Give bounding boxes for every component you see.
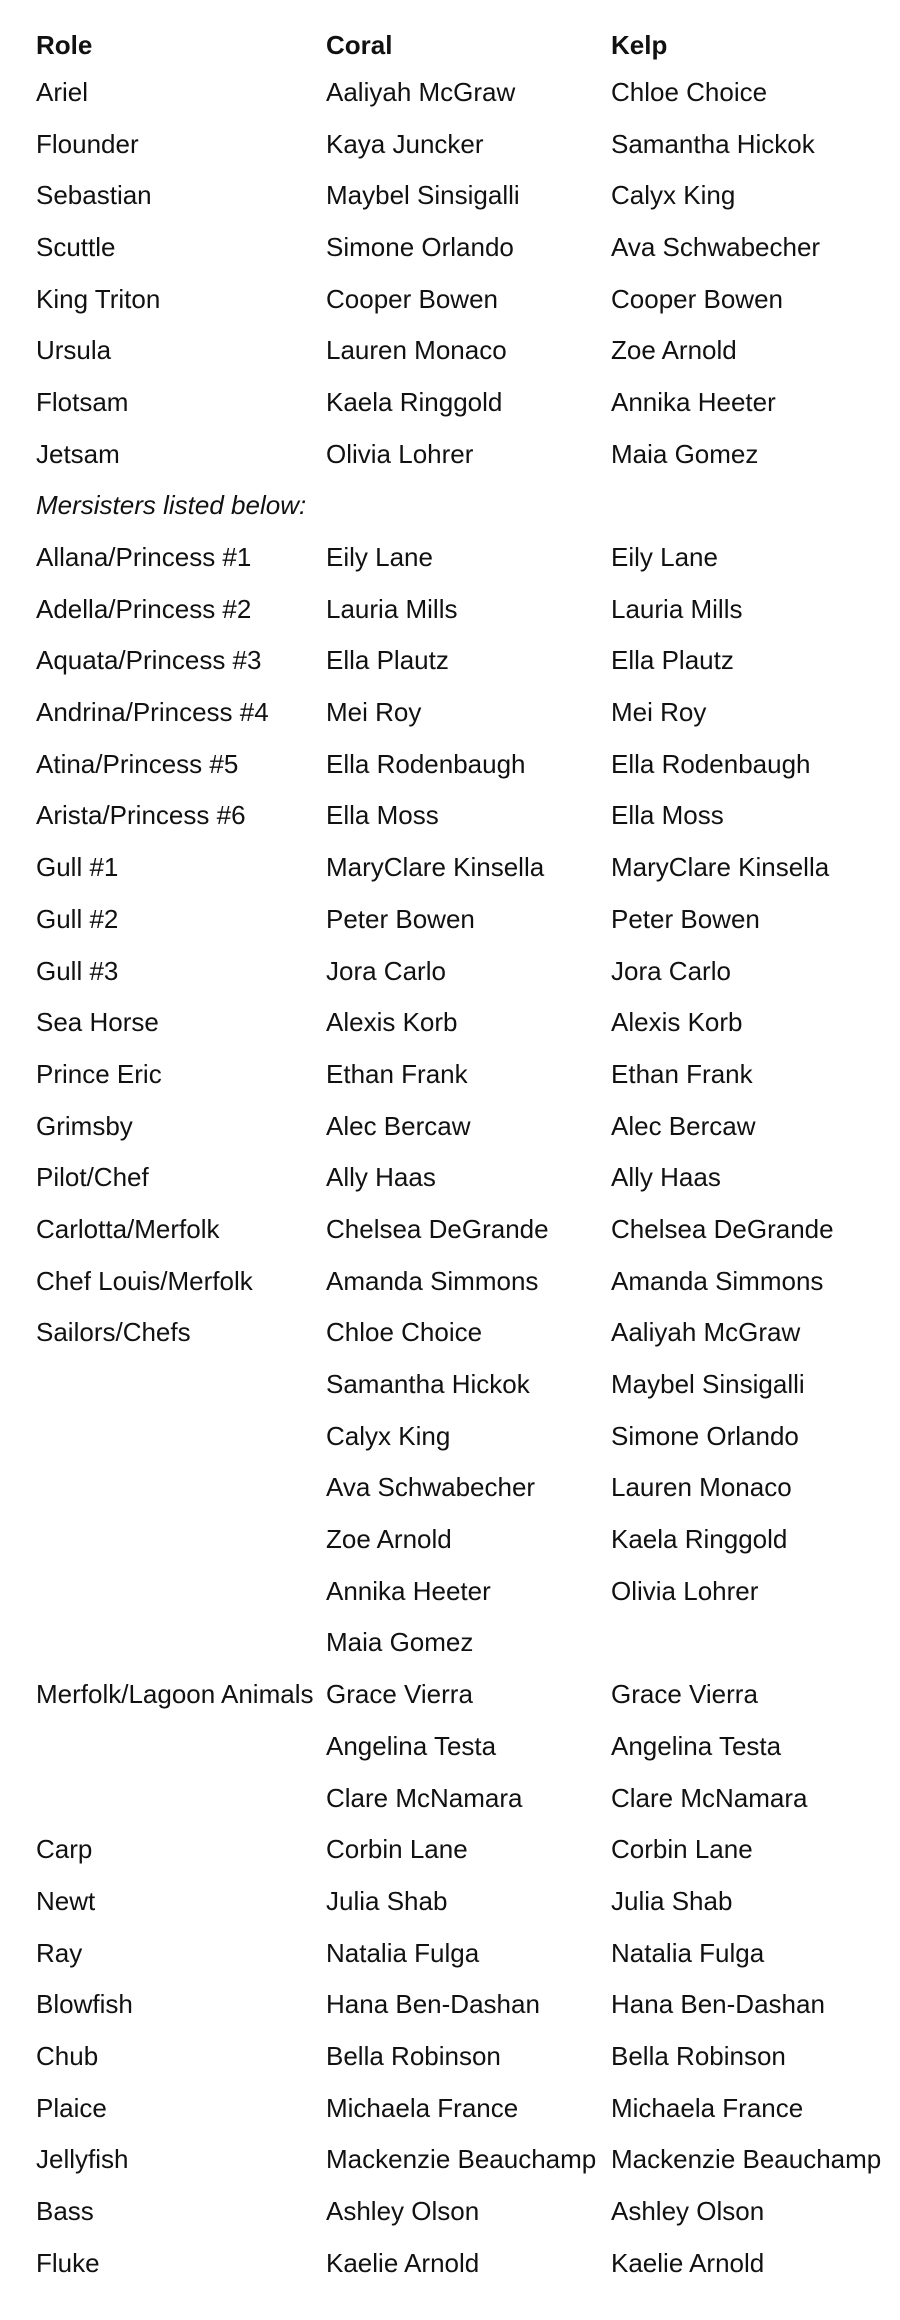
kelp-cell: Jora Carlo bbox=[611, 955, 731, 986]
table-row bbox=[36, 1255, 891, 1307]
coral-cell: Grace Vierra bbox=[326, 1679, 473, 1710]
table-row bbox=[36, 996, 891, 1048]
table-row bbox=[36, 583, 891, 635]
role-cell: Fluke bbox=[36, 2247, 100, 2278]
table-row bbox=[36, 1668, 891, 1720]
kelp-cell: Natalia Fulga bbox=[611, 1937, 765, 1968]
coral-cell: Clare McNamara bbox=[326, 1782, 523, 1813]
table-row bbox=[36, 1927, 891, 1979]
coral-cell: Calyx King bbox=[326, 1420, 451, 1451]
kelp-cell: Ella Moss bbox=[611, 800, 724, 831]
role-cell: Sebastian bbox=[36, 180, 152, 211]
coral-cell: Mei Roy bbox=[326, 697, 422, 728]
coral-cell: Eily Lane bbox=[326, 542, 433, 573]
kelp-cell: Grace Vierra bbox=[611, 1679, 758, 1710]
coral-cell: Hana Ben-Dashan bbox=[326, 1989, 540, 2020]
coral-cell: Ella Rodenbaugh bbox=[326, 748, 526, 779]
table-row bbox=[36, 1513, 891, 1565]
coral-cell: Samantha Hickok bbox=[326, 1369, 530, 1400]
table-row bbox=[36, 2237, 891, 2289]
kelp-cell: Ava Schwabecher bbox=[611, 231, 821, 262]
coral-cell: Ava Schwabecher bbox=[326, 1472, 536, 1503]
kelp-cell: Alec Bercaw bbox=[611, 1110, 756, 1141]
table-row bbox=[36, 841, 891, 893]
kelp-cell: Ashley Olson bbox=[611, 2196, 765, 2227]
kelp-cell: Amanda Simmons bbox=[611, 1265, 824, 1296]
kelp-cell: Chelsea DeGrande bbox=[611, 1213, 834, 1244]
kelp-cell: Ally Haas bbox=[611, 1162, 721, 1193]
role-cell: Chub bbox=[36, 2040, 99, 2071]
role-cell: Gull #3 bbox=[36, 955, 119, 986]
role-cell: Aquata/Princess #3 bbox=[36, 645, 262, 676]
table-row bbox=[36, 273, 891, 325]
coral-cell: Jora Carlo bbox=[326, 955, 446, 986]
role-cell: Mersisters listed below: bbox=[36, 490, 307, 521]
role-cell: Ray bbox=[36, 1937, 83, 1968]
kelp-cell: Chloe Choice bbox=[611, 76, 768, 107]
coral-cell: Kaelie Arnold bbox=[326, 2247, 480, 2278]
role-cell: Arista/Princess #6 bbox=[36, 800, 246, 831]
kelp-cell: Kaela Ringgold bbox=[611, 1524, 788, 1555]
table-row bbox=[36, 2082, 891, 2134]
table-row bbox=[36, 1720, 891, 1772]
kelp-cell: Ella Plautz bbox=[611, 645, 734, 676]
coral-cell: Corbin Lane bbox=[326, 1834, 468, 1865]
role-cell: Newt bbox=[36, 1885, 96, 1916]
role-cell: Merfolk/Lagoon Animals bbox=[36, 1679, 314, 1710]
role-cell: Gull #2 bbox=[36, 903, 119, 934]
role-cell: Plaice bbox=[36, 2092, 107, 2123]
kelp-cell: Alexis Korb bbox=[611, 1007, 743, 1038]
coral-cell: MaryClare Kinsella bbox=[326, 852, 545, 883]
kelp-cell: Eily Lane bbox=[611, 542, 718, 573]
role-cell: Carp bbox=[36, 1834, 93, 1865]
coral-cell: Amanda Simmons bbox=[326, 1265, 539, 1296]
role-cell: Gull #1 bbox=[36, 852, 119, 883]
role-cell: Carlotta/Merfolk bbox=[36, 1213, 220, 1244]
table-row bbox=[36, 531, 891, 583]
coral-cell: Zoe Arnold bbox=[326, 1524, 452, 1555]
coral-cell: Cooper Bowen bbox=[326, 283, 498, 314]
table-row bbox=[36, 1151, 891, 1203]
coral-cell: Natalia Fulga bbox=[326, 1937, 480, 1968]
section-note-row bbox=[36, 480, 891, 532]
table-row bbox=[36, 66, 891, 118]
coral-cell: Ella Plautz bbox=[326, 645, 449, 676]
table-row bbox=[36, 169, 891, 221]
kelp-cell: Lauren Monaco bbox=[611, 1472, 792, 1503]
kelp-cell: Hana Ben-Dashan bbox=[611, 1989, 825, 2020]
role-cell: Adella/Princess #2 bbox=[36, 593, 252, 624]
role-cell: Sea Horse bbox=[36, 1007, 159, 1038]
table-row bbox=[36, 1307, 891, 1359]
kelp-cell: Corbin Lane bbox=[611, 1834, 753, 1865]
role-cell: Atina/Princess #5 bbox=[36, 748, 239, 779]
coral-cell: Michaela France bbox=[326, 2092, 519, 2123]
table-row bbox=[36, 1772, 891, 1824]
kelp-cell: Samantha Hickok bbox=[611, 128, 815, 159]
table-row bbox=[36, 376, 891, 428]
coral-cell: Mackenzie Beauchamp bbox=[326, 2144, 597, 2175]
kelp-cell: Calyx King bbox=[611, 180, 736, 211]
kelp-cell: Annika Heeter bbox=[611, 386, 776, 417]
kelp-cell: Olivia Lohrer bbox=[611, 1575, 759, 1606]
table-row bbox=[36, 1100, 891, 1152]
coral-cell: Annika Heeter bbox=[326, 1575, 491, 1606]
coral-cell: Maybel Sinsigalli bbox=[326, 180, 520, 211]
role-cell: Flounder bbox=[36, 128, 139, 159]
coral-cell: Bella Robinson bbox=[326, 2040, 501, 2071]
table-row bbox=[36, 790, 891, 842]
coral-cell: Chelsea DeGrande bbox=[326, 1213, 549, 1244]
kelp-cell: Mackenzie Beauchamp bbox=[611, 2144, 882, 2175]
coral-cell: Alec Bercaw bbox=[326, 1110, 471, 1141]
column-header-kelp: Kelp bbox=[611, 30, 668, 60]
coral-cell: Alexis Korb bbox=[326, 1007, 458, 1038]
table-row bbox=[36, 738, 891, 790]
role-cell: Chef Louis/Merfolk bbox=[36, 1265, 253, 1296]
table-header-row bbox=[36, 24, 891, 66]
table-row bbox=[36, 945, 891, 997]
role-cell: Blowfish bbox=[36, 1989, 133, 2020]
coral-cell: Ally Haas bbox=[326, 1162, 436, 1193]
kelp-cell: Maia Gomez bbox=[611, 438, 759, 469]
coral-cell: Maia Gomez bbox=[326, 1627, 474, 1658]
role-cell: Bass bbox=[36, 2196, 94, 2227]
kelp-cell: Ella Rodenbaugh bbox=[611, 748, 811, 779]
coral-cell: Julia Shab bbox=[326, 1885, 448, 1916]
kelp-cell: Michaela France bbox=[611, 2092, 804, 2123]
table-row bbox=[36, 1048, 891, 1100]
table-row bbox=[36, 2185, 891, 2237]
kelp-cell: Kaelie Arnold bbox=[611, 2247, 765, 2278]
coral-cell: Kaya Juncker bbox=[326, 128, 484, 159]
table-row bbox=[36, 324, 891, 376]
table-row bbox=[36, 1617, 891, 1669]
kelp-cell: Julia Shab bbox=[611, 1885, 733, 1916]
coral-cell: Aaliyah McGraw bbox=[326, 76, 516, 107]
kelp-cell: Clare McNamara bbox=[611, 1782, 808, 1813]
table-row bbox=[36, 1410, 891, 1462]
kelp-cell: Angelina Testa bbox=[611, 1730, 782, 1761]
table-body bbox=[36, 66, 891, 2289]
role-cell: Jetsam bbox=[36, 438, 120, 469]
kelp-cell: Cooper Bowen bbox=[611, 283, 783, 314]
table-row bbox=[36, 1203, 891, 1255]
coral-cell: Kaela Ringgold bbox=[326, 386, 503, 417]
table-row bbox=[36, 893, 891, 945]
table-row bbox=[36, 2030, 891, 2082]
role-cell: Prince Eric bbox=[36, 1058, 162, 1089]
table-row bbox=[36, 1358, 891, 1410]
table-row bbox=[36, 428, 891, 480]
role-cell: Ariel bbox=[36, 76, 89, 107]
table-row bbox=[36, 1823, 891, 1875]
role-cell: Jellyfish bbox=[36, 2144, 129, 2175]
coral-cell: Lauren Monaco bbox=[326, 335, 507, 366]
kelp-cell: Ethan Frank bbox=[611, 1058, 753, 1089]
table-row bbox=[36, 2134, 891, 2186]
role-cell: Grimsby bbox=[36, 1110, 133, 1141]
role-cell: King Triton bbox=[36, 283, 161, 314]
role-cell: Sailors/Chefs bbox=[36, 1317, 191, 1348]
role-cell: Allana/Princess #1 bbox=[36, 542, 252, 573]
table-row bbox=[36, 1462, 891, 1514]
table-row bbox=[36, 686, 891, 738]
kelp-cell: MaryClare Kinsella bbox=[611, 852, 830, 883]
role-cell: Pilot/Chef bbox=[36, 1162, 149, 1193]
kelp-cell: Peter Bowen bbox=[611, 903, 760, 934]
kelp-cell: Mei Roy bbox=[611, 697, 707, 728]
table-row bbox=[36, 1565, 891, 1617]
role-cell: Scuttle bbox=[36, 231, 116, 262]
coral-cell: Lauria Mills bbox=[326, 593, 458, 624]
coral-cell: Ashley Olson bbox=[326, 2196, 480, 2227]
role-cell: Flotsam bbox=[36, 386, 129, 417]
column-header-coral: Coral bbox=[326, 30, 393, 60]
kelp-cell: Lauria Mills bbox=[611, 593, 743, 624]
kelp-cell: Aaliyah McGraw bbox=[611, 1317, 801, 1348]
table-row bbox=[36, 1875, 891, 1927]
coral-cell: Angelina Testa bbox=[326, 1730, 497, 1761]
coral-cell: Simone Orlando bbox=[326, 231, 514, 262]
kelp-cell: Maybel Sinsigalli bbox=[611, 1369, 805, 1400]
coral-cell: Ella Moss bbox=[326, 800, 439, 831]
table-row bbox=[36, 635, 891, 687]
kelp-cell: Bella Robinson bbox=[611, 2040, 786, 2071]
column-header-role: Role bbox=[36, 30, 93, 60]
coral-cell: Ethan Frank bbox=[326, 1058, 468, 1089]
table-row bbox=[36, 221, 891, 273]
table-row bbox=[36, 118, 891, 170]
coral-cell: Chloe Choice bbox=[326, 1317, 483, 1348]
kelp-cell: Simone Orlando bbox=[611, 1420, 799, 1451]
role-cell: Ursula bbox=[36, 335, 112, 366]
coral-cell: Peter Bowen bbox=[326, 903, 475, 934]
coral-cell: Olivia Lohrer bbox=[326, 438, 474, 469]
cast-table bbox=[36, 24, 891, 2289]
role-cell: Andrina/Princess #4 bbox=[36, 697, 269, 728]
kelp-cell: Zoe Arnold bbox=[611, 335, 737, 366]
table-row bbox=[36, 1978, 891, 2030]
